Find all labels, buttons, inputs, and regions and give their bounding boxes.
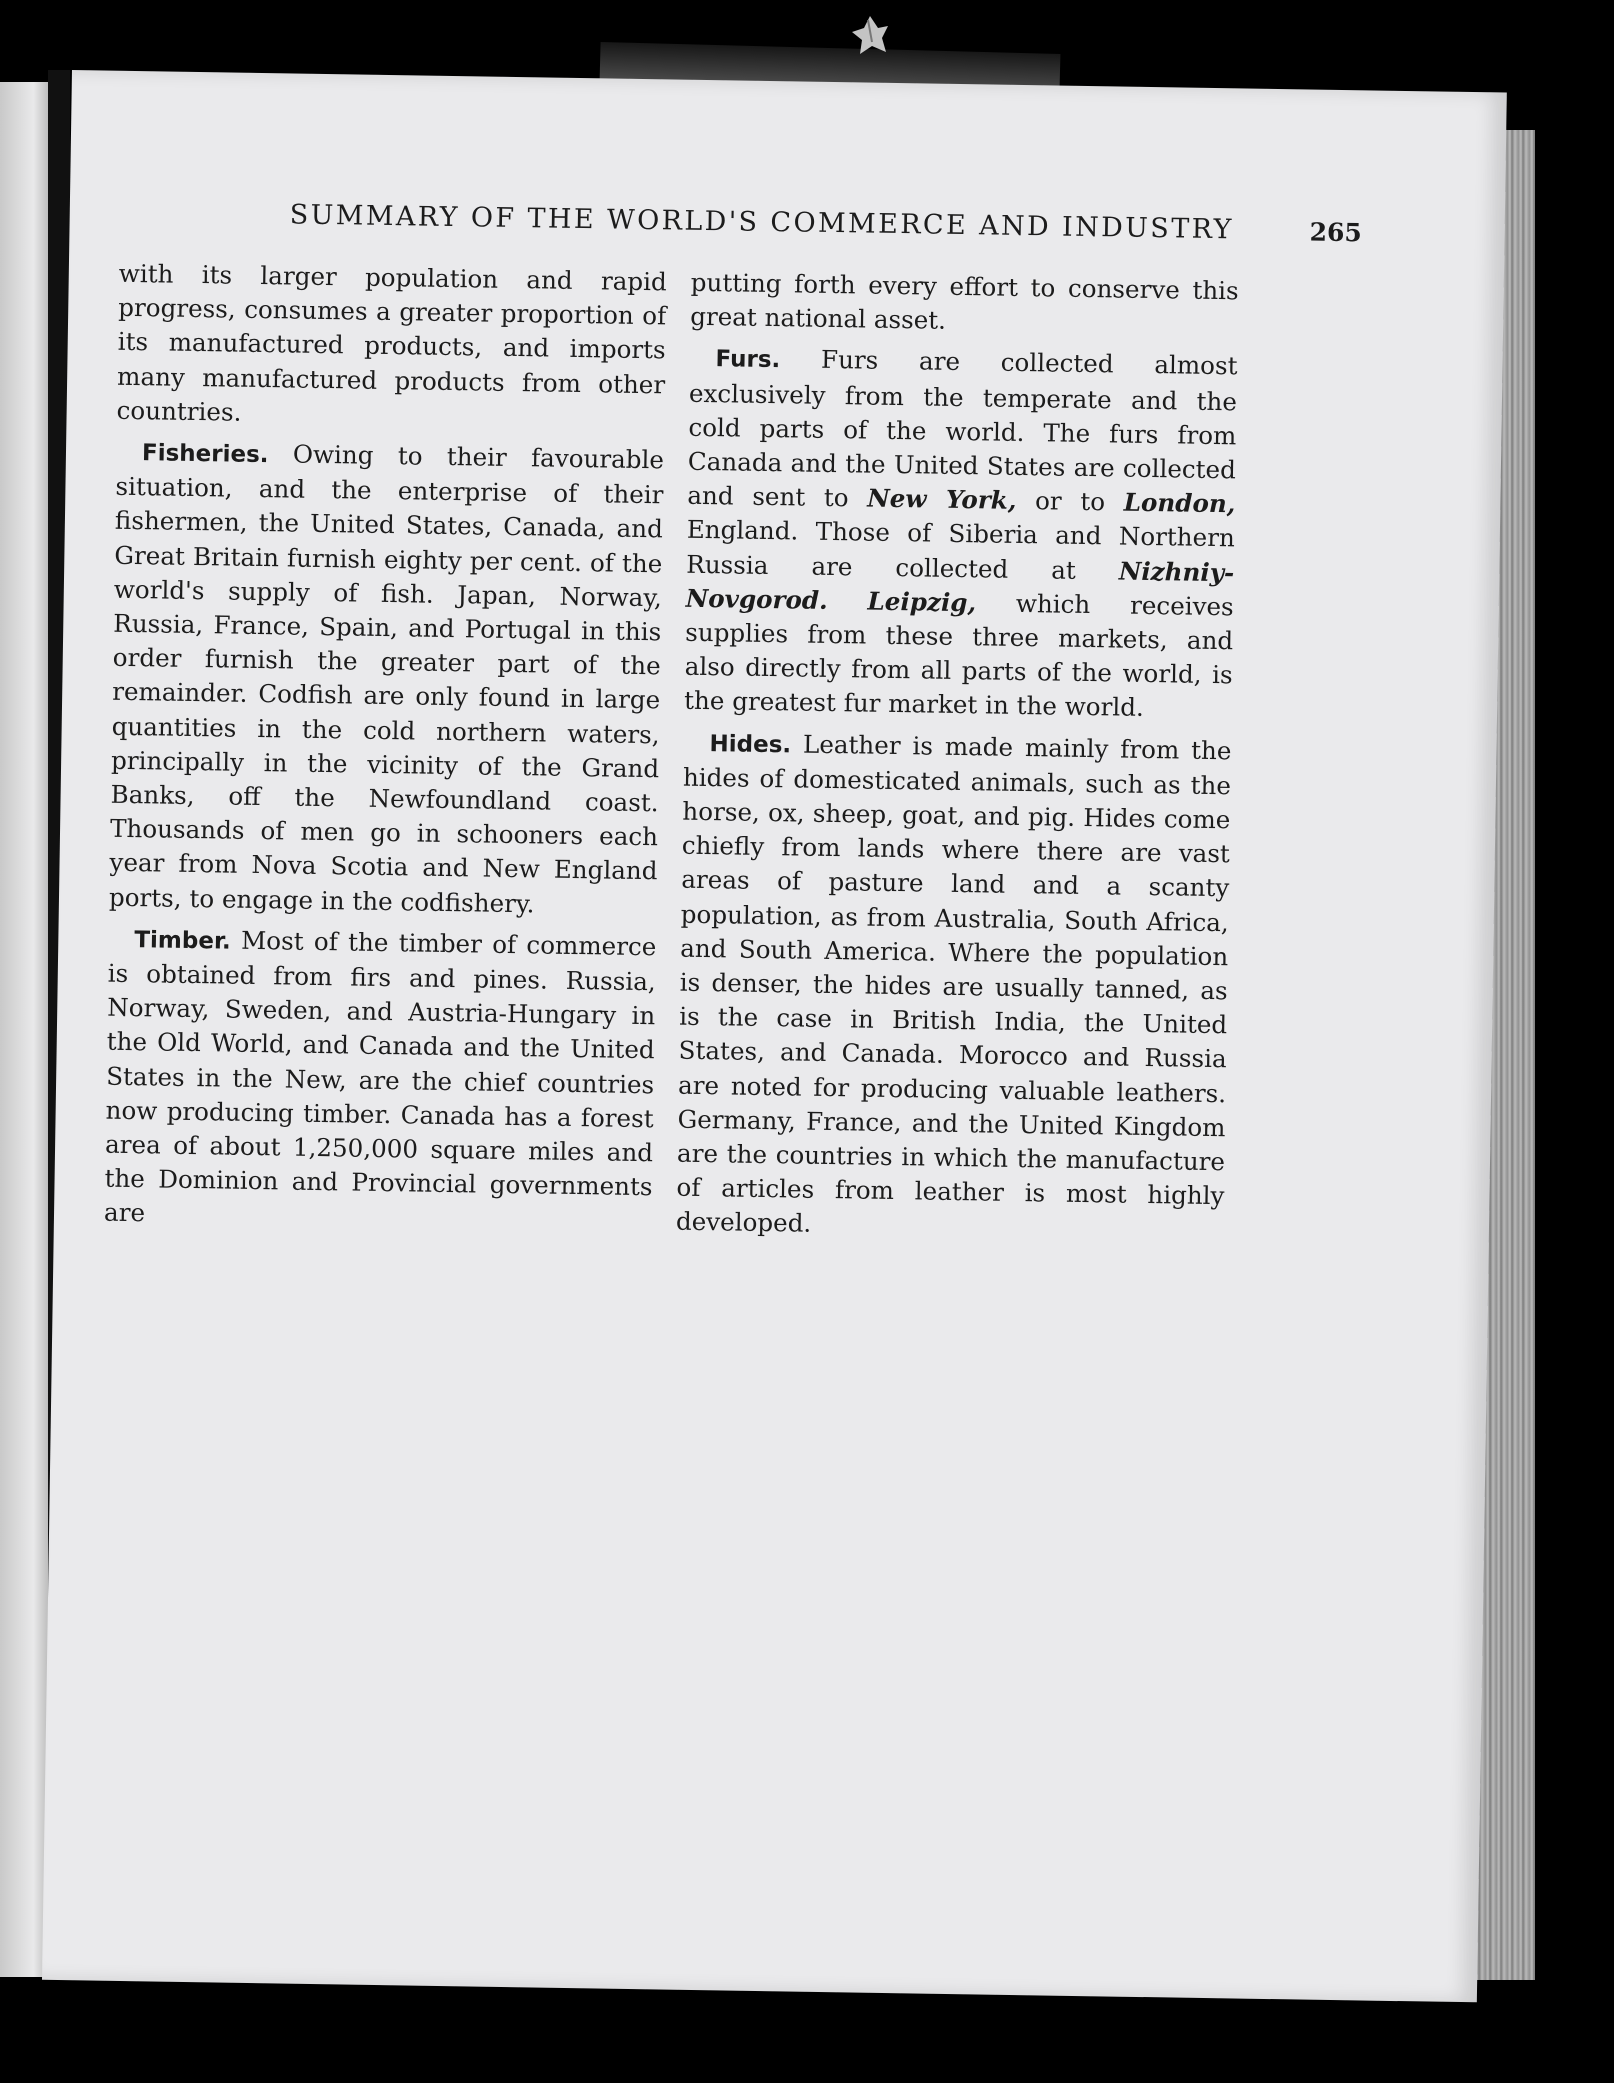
furs-heading: Furs. — [715, 346, 781, 374]
moth-icon — [848, 12, 892, 58]
hides-text: Leather is made mainly from the hides of domesticated animals, such as the horse, ox, sheep, goat, and pig. Hides come chiefly from lands where there are vast areas of pasture land and a scanty population, as from Australia, South Africa, and South America. Where the population is denser, the hides are usually tanned, as is the case in British India, the United States, and Canada. Morocco and Russia are noted for producing valuable leathers. Germany, France, and the United Kingdom are the countries in which the manufacture of articles from leather is most highly developed. — [675, 729, 1232, 1239]
timber-heading: Timber. — [134, 926, 231, 955]
book-page — [42, 70, 1507, 2002]
page-number: 265 — [1309, 217, 1363, 248]
furs-text: which receives supplies from these three markets, and also directly from all parts of the world, is the greatest fur market in the world. — [683, 588, 1234, 723]
left-column — [104, 257, 667, 1246]
hides-section — [676, 725, 1232, 1248]
place-leipzig: Leipzig, — [867, 586, 977, 618]
furs-text: England. Those of Siberia and Northern Russia are collected at — [686, 515, 1236, 585]
page-content — [42, 70, 1507, 2002]
fisheries-heading: Fisheries. — [141, 440, 269, 469]
place-new-york: New York, — [867, 483, 1017, 516]
continued-paragraph: putting forth every effort to conserve this great national asset. — [689, 267, 1239, 335]
hides-heading: Hides. — [709, 730, 792, 759]
right-column — [676, 266, 1239, 1255]
timber-text: Most of the timber of commerce is obtained from firs and pines. Russia, Norway, Sweden, and Austria-Hungary in the Old World, and Canada and the United States in the New, are the chief countries now producing timber. Canada has a forest area of about 1,250,000 square miles and the Dominion and Provincial governments are — [103, 925, 657, 1228]
continued-paragraph: with its larger population and rapid progress, consumes a greater proportion of its manufactured products, and imports many manufactured products from other countries. — [116, 258, 667, 427]
fisheries-text: Owing to their favourable situation, and the enterprise of their fishermen, the United States, Canada, and Great Britain furnish eighty per cent. of the world's supply of fish. Japan, Norway, Russia, France, Spain, and Portugal in this order furnish the greater part of the remainder. Codfish are only found in large quantities in the cold northern waters, principally in the vicinity of the Grand Banks, off the Newfoundland coast. Thousands of men go in schooners each year from Nova Scotia and New England ports, to engage in the codfishery. — [108, 439, 665, 919]
timber-section — [104, 922, 657, 1239]
fisheries-section — [109, 435, 664, 923]
left-page-edge — [0, 82, 48, 1977]
place-london: London, — [1123, 487, 1236, 519]
furs-text: Furs are collected almost exclusively from the temperate and the cold parts of the world. The furs from Canada and the United States are collected and sent to — [687, 345, 1238, 513]
place-nizhniy-novgorod: Nizhniy-Novgorod. — [685, 556, 1235, 615]
furs-section — [684, 341, 1238, 727]
running-head: SUMMARY OF THE WORLD'S COMMERCE AND INDUSTRY — [289, 199, 1234, 246]
furs-text: or to — [1034, 486, 1106, 517]
